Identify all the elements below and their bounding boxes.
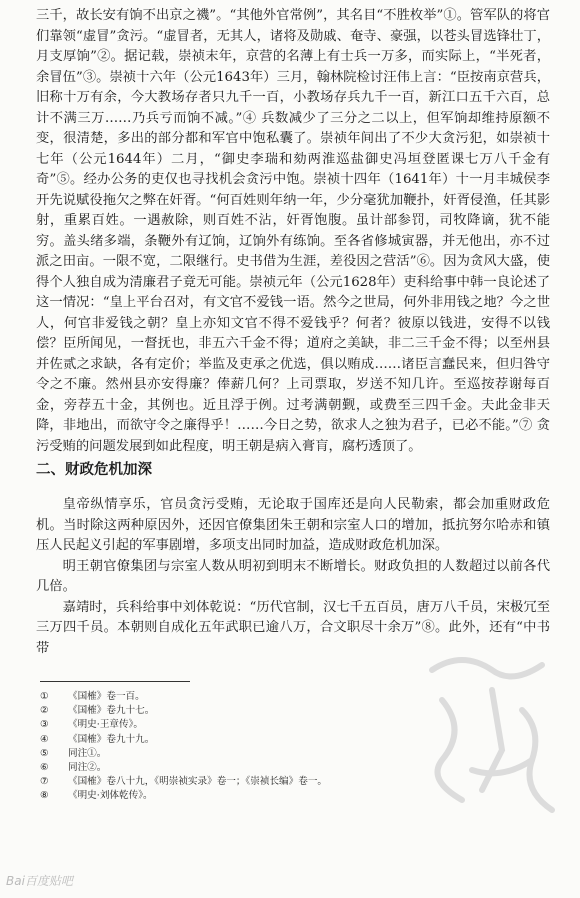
- paragraph: 皇帝纵情享乐，官员贪污受贿，无论取于国库还是向人民勒索，都会加重财政危机。当时除这两种原因外，还因官僚集团朱王朝和宗室人口的增加，抵抗努尔哈赤和镇压人民起义引起的军事剧增，多项支出同时加益，造成财政危机加深。: [36, 497, 550, 553]
- footnotes: [40, 690, 440, 804]
- footnote: [40, 733, 440, 747]
- footnote-mark: ⑦: [40, 776, 49, 788]
- footnote-rule: [40, 681, 190, 682]
- section-heading: 二、财政危机加深: [36, 462, 152, 478]
- footnote: [40, 789, 440, 803]
- body-text-bottom: [36, 495, 550, 659]
- body-text-top: [36, 6, 550, 457]
- paragraph: 三千，故长安有饷不出京之禨”。“其他外官常例”，其名目“不胜枚举”①。管军队的将官们靠领“虚冒”贪污。“虚冒者，无其人，诸将及勋戚、奄寺、豪强，以苍头冒选锋壮丁，月支厚饷”②。据记载，崇祯末年，京营的名薄上有士兵一万多，而实际上，“半死者，余冒伍”③。崇祯十六年（公元1643年）三月，翰林院检讨汪伟上言：“臣按南京营兵，旧称十万有余，今大教场存者只九千一百，小教场存兵九千一百，新江口五千六百，总计不满三万……乃兵亏而饷不减。”④ 兵数减少了三分之二以上，但军饷却维持原额不变，很清楚，多出的部分都和军官中饱私囊了。崇祯年间出了不少大贪污犯，如崇祯十七年（公元1644年）二月，“御史李瑞和劾两淮巡盐御史冯垣登匿课七万八千金有奇”⑤。经办公务的吏仅也寻找机会贪污中饱。崇祯十四年（1641年）十一月丰城侯李开先说赋役拖欠之弊在奸胥。“何百姓则年纳一年，少分毫犹加鞭扑，奸胥侵渔，任其影射，重累百姓。一遇赦除，则百姓不沾，奸胥饱腹。虽计部参罚，司牧降谪，犹不能穷。盖头绪多端，条鞭外有辽饷，辽饷外有练饷。至各省修城寅器，并无他出，亦不过派之田亩。一限不宽，二限继行。史书借为生涯，差役因之营活”⑥。因为贪风大盛，使得个人独自成为清廉君子竟无可能。崇祯元年（公元1628年）吏科给事中韩一良论述了这一情况：“皇上平台召对，有文官不爱钱一语。然今之世局，何外非用钱之地？今之世人，何官非爱钱之朝？皇上亦知文官不得不爱钱乎？何者？彼原以钱进，安得不以钱偿？臣所闻见，一督抚也，非五六千金不得；道府之美缺，非二三千金不得；以至州县并佐贰之求缺，各有定价；举监及吏承之优选，俱以贿成……诸臣言蠢民来，但归咎守令之不廉。然州县亦安得廉？俸薪几何？上司票取，岁送不知几许。至巡按荐谢每百金，旁荐五十金，其例也。近且浮于例。过考满朝觐，或费至三四千金。夫此金非天降，非地出，而欲守令之廉得乎！……今日之势，欲求人之独为君子，已必不能。”⑦ 贪污受贿的问题发展到如此程度，明王朝是病入膏肓，腐朽透顶了。: [36, 8, 550, 454]
- footnote: [40, 690, 440, 704]
- footnote-text: 《明史·王章传》。: [68, 719, 143, 731]
- footnote: [40, 718, 440, 732]
- footnote-mark: ④: [40, 733, 49, 745]
- footnote: [40, 761, 440, 775]
- footnote-text: 同注②。: [68, 762, 107, 774]
- footnote-mark: ⑥: [40, 762, 49, 774]
- footnote-mark: ①: [40, 691, 49, 702]
- footnote: [40, 704, 440, 718]
- footnote-mark: ⑤: [40, 747, 49, 759]
- footnote-text: 《国榷》卷一百。: [68, 691, 145, 702]
- footnote-text: 《明史·刘体乾传》。: [68, 790, 153, 802]
- footnote-text: 《国榷》卷九十七。: [68, 705, 155, 717]
- footnote-mark: ③: [40, 719, 49, 731]
- footnote: [40, 747, 440, 761]
- footnote: [40, 775, 440, 789]
- footnote-text: 同注①。: [68, 747, 107, 759]
- footer-logo: Bai百度贴吧: [6, 874, 73, 888]
- footnote-text: 《国榷》卷九十九。: [68, 733, 155, 745]
- footnote-text: 《国榷》卷八十九，《明崇祯实录》卷一；《崇祯长编》卷一。: [68, 776, 328, 788]
- footnote-mark: ⑧: [40, 790, 49, 802]
- watermark-stamp-icon: [412, 640, 572, 830]
- paragraph: 嘉靖时，兵科给事中刘体乾说：“历代官制，汉七千五百员，唐万八千员，宋极冗至三万四千员。本朝则自成化五年武职已逾八万，合文职尽十余万”⑧。此外，还有“中书带: [36, 599, 550, 656]
- paragraph: 明王朝官僚集团与宗室人数从明初到明末不断增长。财政负担的人数超过以前各代几倍。: [36, 558, 550, 594]
- footnote-mark: ②: [40, 705, 49, 717]
